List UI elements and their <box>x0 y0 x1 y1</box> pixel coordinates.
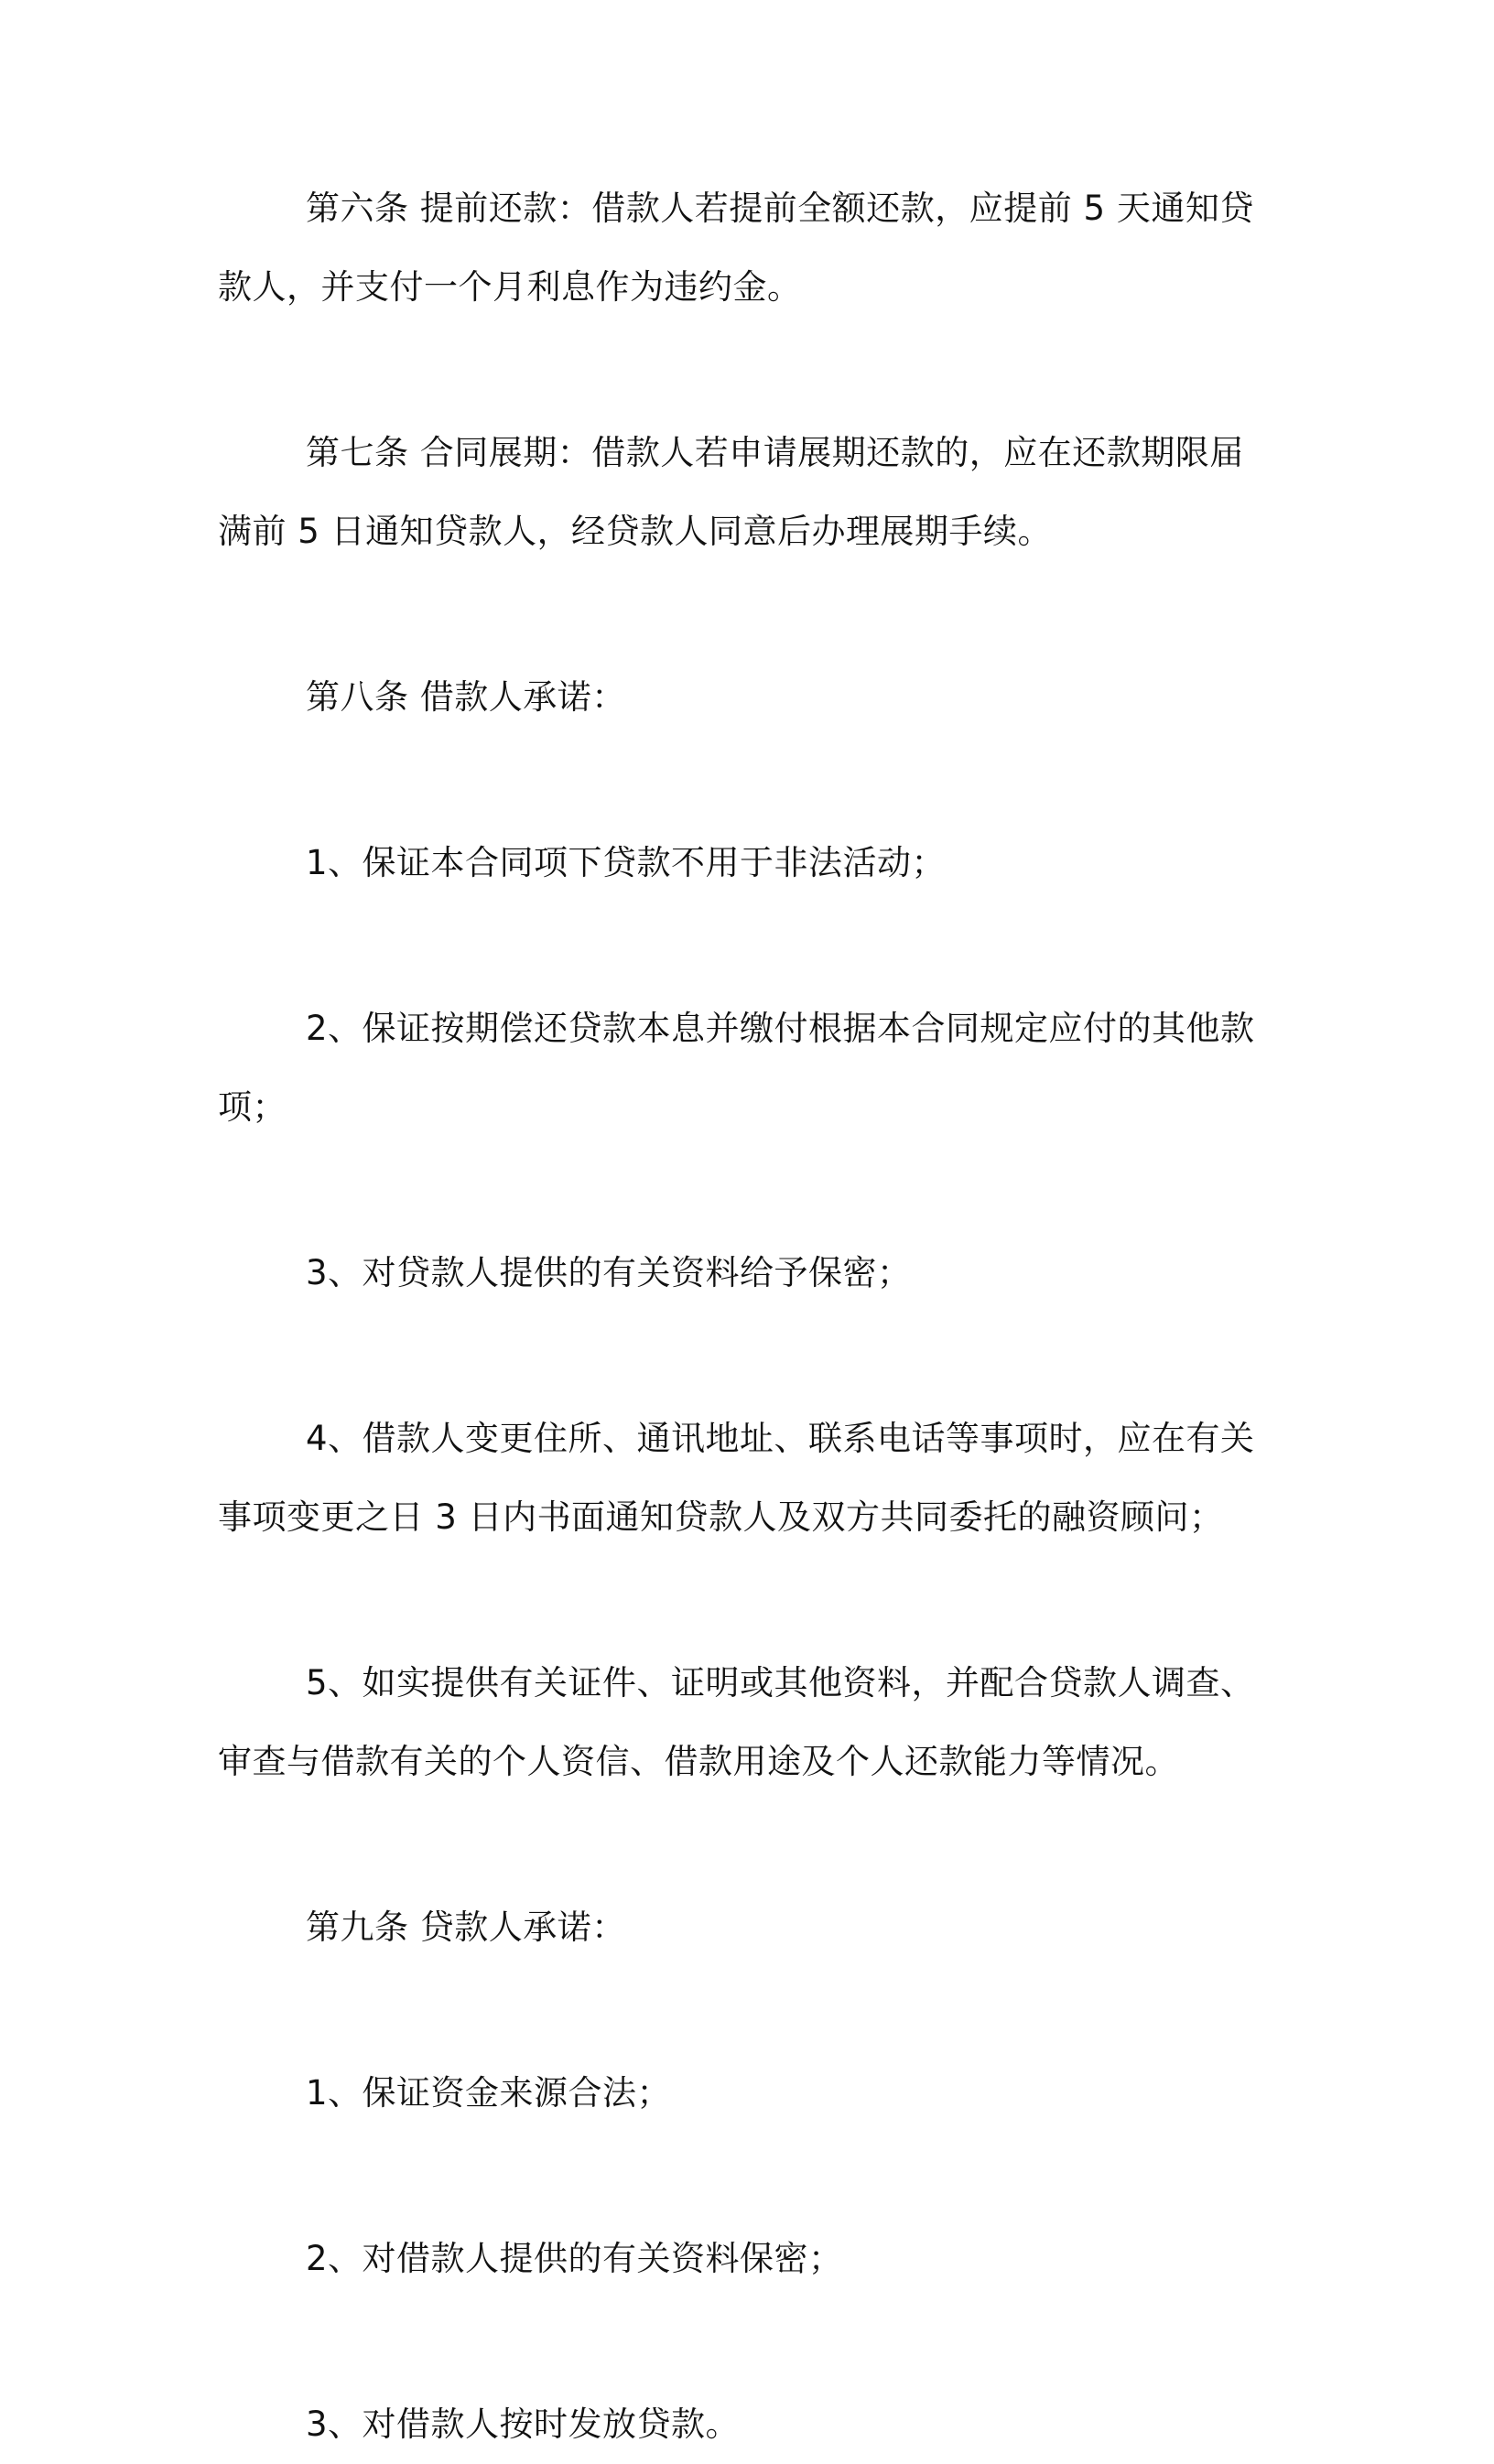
clause-9-item-2: 2、对借款人提供的有关资料保密； <box>306 2239 843 2278</box>
clause-6-early-repayment: 第六条 提前还款：借款人若提前全额还款，应提前 5 天通知贷款人，并支付一个月利息作为违约金。 <box>218 189 1254 307</box>
clause-8-item-2: 2、保证按期偿还贷款本息并缴付根据本合同规定应付的其他款项； <box>218 1009 1255 1127</box>
clause-7-extension: 第七条 合同展期：借款人若申请展期还款的，应在还款期限届满前 5 日通知贷款人，经贷款人同意后办理展期手续。 <box>218 433 1244 551</box>
clause-8-borrower-commitment-heading: 第八条 借款人承诺： <box>306 677 626 717</box>
clause-8-item-1: 1、保证本合同项下贷款不用于非法活动； <box>306 843 947 882</box>
clause-8-item-5: 5、如实提供有关证件、证明或其他资料，并配合贷款人调查、审查与借款有关的个人资信、借款用途及个人还款能力等情况。 <box>218 1663 1255 1781</box>
clause-8-item-4: 4、借款人变更住所、通讯地址、联系电话等事项时，应在有关事项变更之日 3 日内书面通知贷款人及双方共同委托的融资顾问； <box>218 1419 1255 1537</box>
clause-8-item-3: 3、对贷款人提供的有关资料给予保密； <box>306 1253 912 1292</box>
clause-9-item-1: 1、保证资金来源合法； <box>306 2073 672 2113</box>
clause-9-lender-commitment-heading: 第九条 贷款人承诺： <box>306 1907 626 1947</box>
document-body <box>218 169 1271 2464</box>
clause-9-item-3: 3、对借款人按时发放贷款。 <box>306 2405 741 2444</box>
